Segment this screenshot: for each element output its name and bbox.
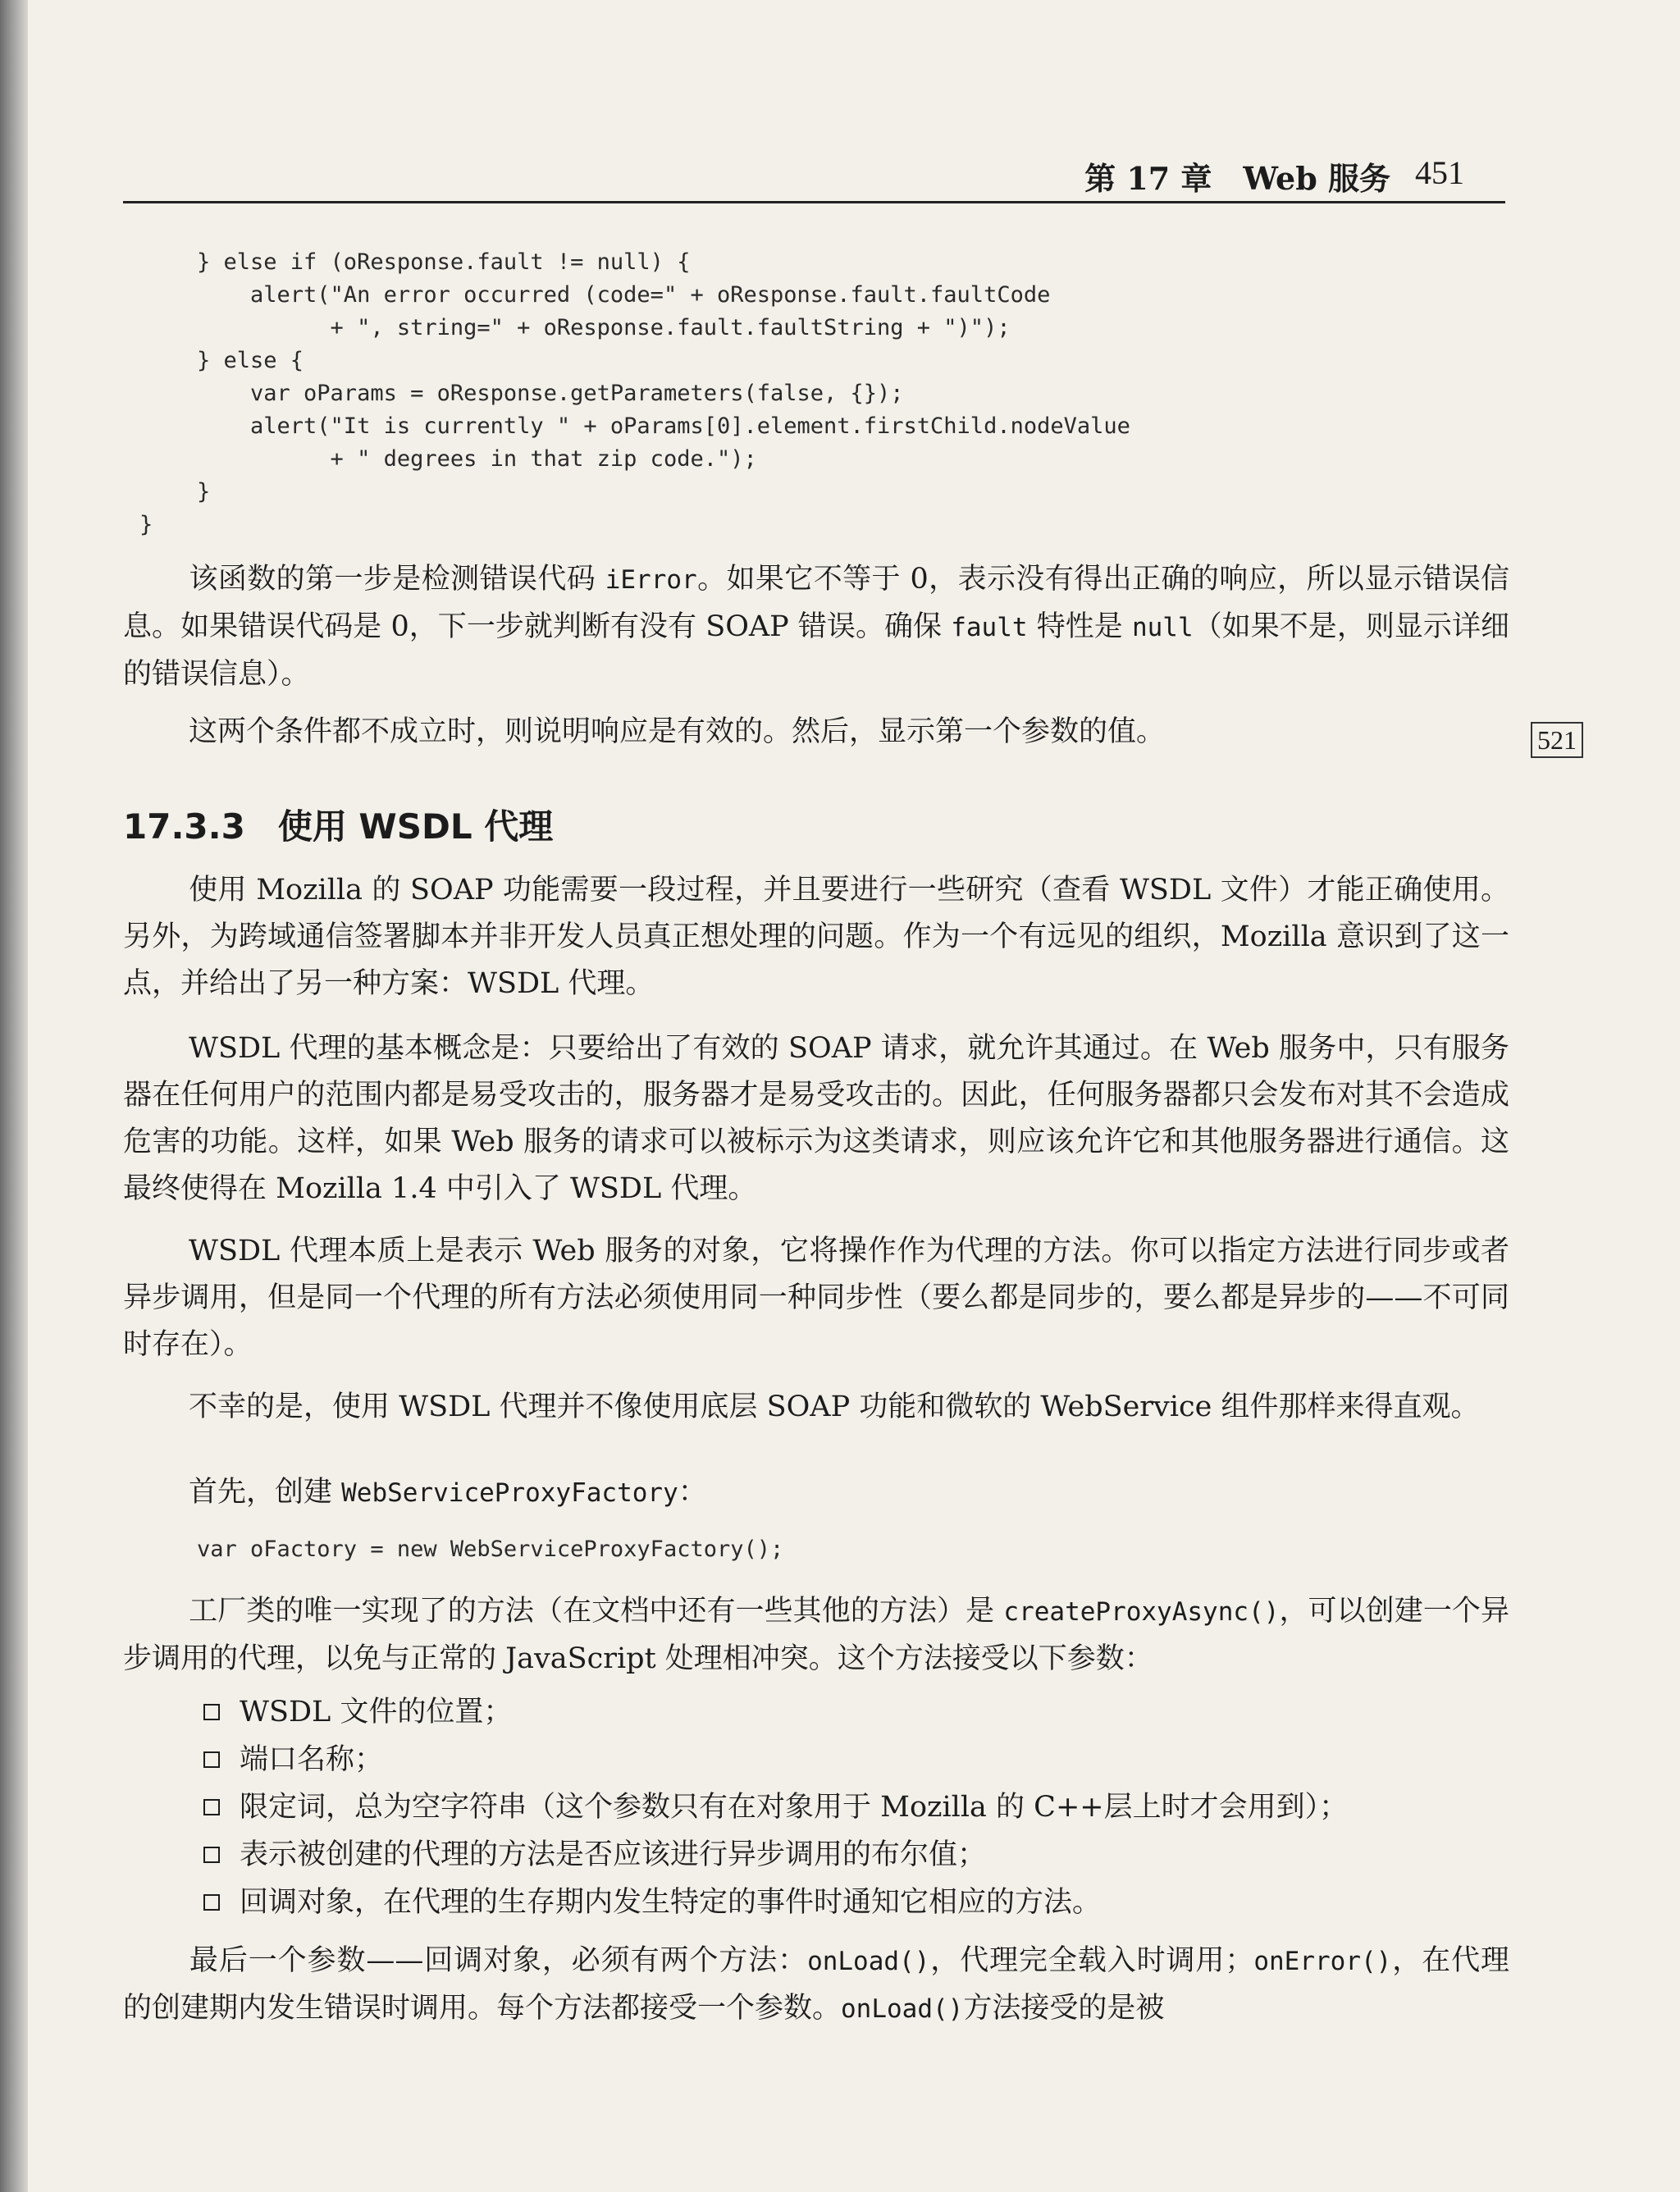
paragraph-factory: 工厂类的唯一实现了的方法（在文档中还有一些其他的方法）是 createProxyAsync()，可以创建一个异步调用的代理，以免与正常的 JavaScript 处理相冲突。这个方法接受以下参数： xyxy=(123,1595,1509,1675)
inline-code: iError xyxy=(605,565,697,595)
list-item: 限定词，总为空字符串（这个参数只有在对象用于 Mozilla 的 C++层上时才会用到）； xyxy=(203,1783,1348,1831)
code-listing xyxy=(139,246,1130,541)
inline-code: onLoad() xyxy=(841,1994,964,2024)
checkbox-bullet-icon xyxy=(203,1751,220,1768)
running-header xyxy=(123,152,1505,203)
chapter-title: 第 17 章 Web 服务 xyxy=(1084,160,1390,197)
list-item: 表示被创建的代理的方法是否应该进行异步调用的布尔值； xyxy=(203,1831,1348,1879)
paragraph-concept: WSDL 代理的基本概念是：只要给出了有效的 SOAP 请求，就允许其通过。在 Web 服务中，只有服务器在任何用户的范围内都是易受攻击的，服务器才是易受攻击的。因此，任何服务器都只会发布对其不会造成危害的功能。这样，如果 Web 服务的请求可以被标示为这类请求，则应该允许它和其他服务器进行通信。这最终使得在 Mozilla 1.4 中引入了 WSDL 代理。 xyxy=(123,1032,1509,1205)
parameter-list xyxy=(203,1688,1348,1926)
code-line: alert("An error occurred (code=" + oResponse.fault.faultCode xyxy=(197,282,1051,308)
section-heading xyxy=(123,800,553,849)
list-item: 回调对象，在代理的生存期内发生特定的事件时通知它相应的方法。 xyxy=(203,1879,1348,1926)
list-item: WSDL 文件的位置； xyxy=(203,1688,1348,1736)
paragraph-first-create: 首先，创建 WebServiceProxyFactory： xyxy=(189,1476,707,1509)
list-item: 端口名称； xyxy=(203,1736,1348,1783)
checkbox-bullet-icon xyxy=(203,1894,220,1911)
checkbox-bullet-icon xyxy=(203,1799,220,1815)
inline-code: WebServiceProxyFactory xyxy=(341,1478,678,1508)
inline-code: fault xyxy=(951,613,1028,642)
section-title: 使用 WSDL 代理 xyxy=(277,806,554,847)
paragraph-intro: 使用 Mozilla 的 SOAP 功能需要一段过程，并且要进行一些研究（查看 WSDL 文件）才能正确使用。另外，为跨域通信签署脚本并非开发人员真正想处理的问题。作为一个有远见的组织，Mozilla 意识到了这一点，并给出了另一种方案：WSDL 代理。 xyxy=(123,874,1509,1000)
margin-page-ref: 521 xyxy=(1531,722,1583,758)
code-line: + ", string=" + oResponse.fault.faultString + ")"); xyxy=(197,315,1011,340)
page-number: 451 xyxy=(1415,154,1464,191)
inline-code: onError() xyxy=(1253,1947,1392,1976)
inline-code: createProxyAsync() xyxy=(1003,1597,1280,1627)
checkbox-bullet-icon xyxy=(203,1704,220,1720)
inline-code: onLoad() xyxy=(807,1947,930,1976)
paragraph-callback: 最后一个参数——回调对象，必须有两个方法：onLoad()，代理完全载入时调用；onError()，在代理的创建期内发生错误时调用。每个方法都接受一个参数。onLoad()方法接受的是被 xyxy=(123,1944,1509,2025)
inline-code: null xyxy=(1131,613,1194,642)
code-line: } else { xyxy=(197,348,304,373)
code-line: + " degrees in that zip code."); xyxy=(197,446,757,472)
code-line: alert("It is currently " + oParams[0].element.firstChild.nodeValue xyxy=(197,413,1130,439)
code-line: } else if (oResponse.fault != null) { xyxy=(197,249,691,275)
paragraph-valid-response: 这两个条件都不成立时，则说明响应是有效的。然后，显示第一个参数的值。 xyxy=(189,715,1166,748)
code-line: } xyxy=(197,479,211,505)
code-line: var oParams = oResponse.getParameters(false, {}); xyxy=(197,381,904,406)
paragraph-unfortunately: 不幸的是，使用 WSDL 代理并不像使用底层 SOAP 功能和微软的 WebService 组件那样来得直观。 xyxy=(189,1391,1480,1423)
section-number: 17.3.3 xyxy=(123,806,245,847)
paragraph-proxy-nature: WSDL 代理本质上是表示 Web 服务的对象，它将操作作为代理的方法。你可以指定方法进行同步或者异步调用，但是同一个代理的所有方法必须使用同一种同步性（要么都是同步的，要么都是异步的——不可同时存在）。 xyxy=(123,1235,1509,1361)
code-snippet: var oFactory = new WebServiceProxyFactory(); xyxy=(197,1537,784,1562)
paragraph-error-check: 该函数的第一步是检测错误代码 iError。如果它不等于 0，表示没有得出正确的响应，所以显示错误信息。如果错误代码是 0，下一步就判断有没有 SOAP 错误。确保 fault 特性是 null（如果不是，则显示详细的错误信息）。 xyxy=(123,563,1509,691)
checkbox-bullet-icon xyxy=(203,1847,220,1863)
code-line: } xyxy=(139,512,153,537)
